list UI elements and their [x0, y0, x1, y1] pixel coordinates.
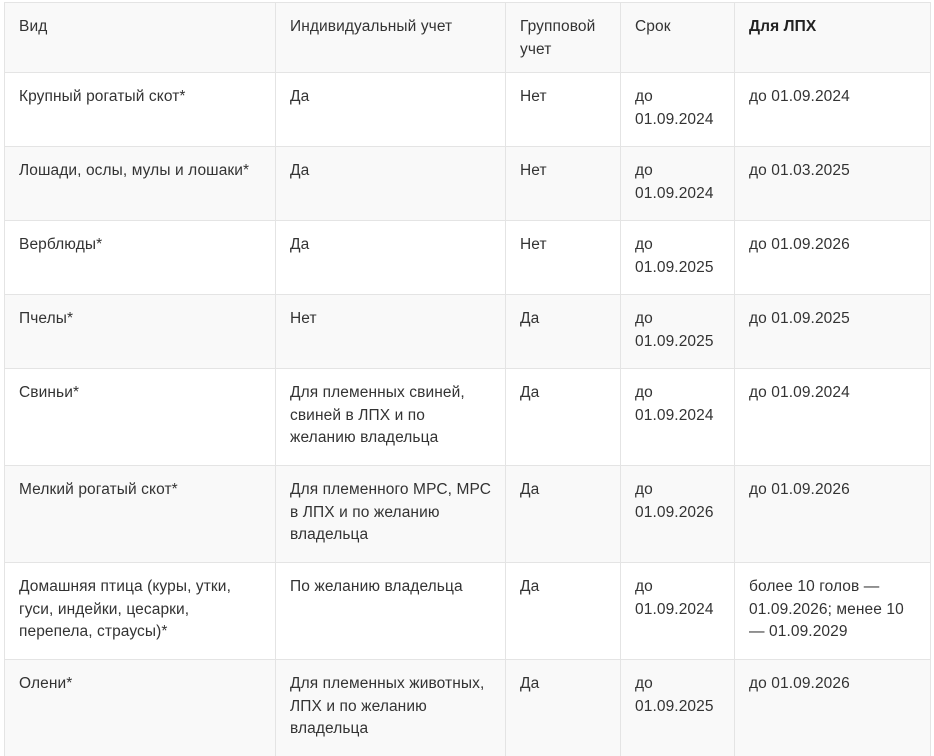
cell-deadline: до 01.09.2024: [621, 73, 735, 147]
cell-deadline: до 01.09.2024: [621, 563, 735, 660]
table-row: [5, 660, 931, 756]
table-row: [5, 73, 931, 147]
header-group: Групповой учет: [506, 3, 621, 73]
cell-lph: до 01.09.2026: [735, 466, 931, 563]
cell-group: Да: [506, 295, 621, 369]
cell-lph: до 01.09.2025: [735, 295, 931, 369]
cell-individual: Для племенного МРС, МРС в ЛПХ и по желанию владельца: [276, 466, 506, 563]
cell-lph: до 01.09.2024: [735, 369, 931, 466]
header-lph: Для ЛПХ: [735, 3, 931, 73]
table-row: [5, 221, 931, 295]
cell-group: Да: [506, 369, 621, 466]
table-row: [5, 466, 931, 563]
cell-individual: По желанию владельца: [276, 563, 506, 660]
cell-species: Лошади, ослы, мулы и лошаки*: [5, 147, 276, 221]
cell-deadline: до 01.09.2024: [621, 147, 735, 221]
cell-lph: до 01.09.2024: [735, 73, 931, 147]
cell-species: Олени*: [5, 660, 276, 756]
cell-group: Нет: [506, 73, 621, 147]
cell-species: Домашняя птица (куры, утки, гуси, индейки, цесарки, перепела, страусы)*: [5, 563, 276, 660]
cell-deadline: до 01.09.2026: [621, 466, 735, 563]
cell-deadline: до 01.09.2025: [621, 295, 735, 369]
cell-individual: Да: [276, 221, 506, 295]
cell-individual: Нет: [276, 295, 506, 369]
cell-individual: Для племенных свиней, свиней в ЛПХ и по желанию владельца: [276, 369, 506, 466]
table-header-row: [5, 3, 931, 73]
livestock-registration-table: [4, 2, 931, 756]
cell-group: Да: [506, 660, 621, 756]
cell-species: Крупный рогатый скот*: [5, 73, 276, 147]
cell-individual: Да: [276, 73, 506, 147]
cell-group: Да: [506, 466, 621, 563]
table-row: [5, 147, 931, 221]
cell-individual: Да: [276, 147, 506, 221]
cell-lph: до 01.03.2025: [735, 147, 931, 221]
cell-species: Верблюды*: [5, 221, 276, 295]
cell-species: Мелкий рогатый скот*: [5, 466, 276, 563]
table-row: [5, 563, 931, 660]
cell-lph: более 10 голов — 01.09.2026; менее 10 — 01.09.2029: [735, 563, 931, 660]
cell-deadline: до 01.09.2025: [621, 221, 735, 295]
cell-species: Свиньи*: [5, 369, 276, 466]
cell-deadline: до 01.09.2024: [621, 369, 735, 466]
cell-group: Нет: [506, 221, 621, 295]
cell-individual: Для племенных животных, ЛПХ и по желанию владельца: [276, 660, 506, 756]
cell-species: Пчелы*: [5, 295, 276, 369]
header-deadline: Срок: [621, 3, 735, 73]
table-row: [5, 369, 931, 466]
cell-group: Да: [506, 563, 621, 660]
cell-group: Нет: [506, 147, 621, 221]
cell-deadline: до 01.09.2025: [621, 660, 735, 756]
cell-lph: до 01.09.2026: [735, 221, 931, 295]
table-row: [5, 295, 931, 369]
header-individual: Индивидуальный учет: [276, 3, 506, 73]
cell-lph: до 01.09.2026: [735, 660, 931, 756]
header-species: Вид: [5, 3, 276, 73]
